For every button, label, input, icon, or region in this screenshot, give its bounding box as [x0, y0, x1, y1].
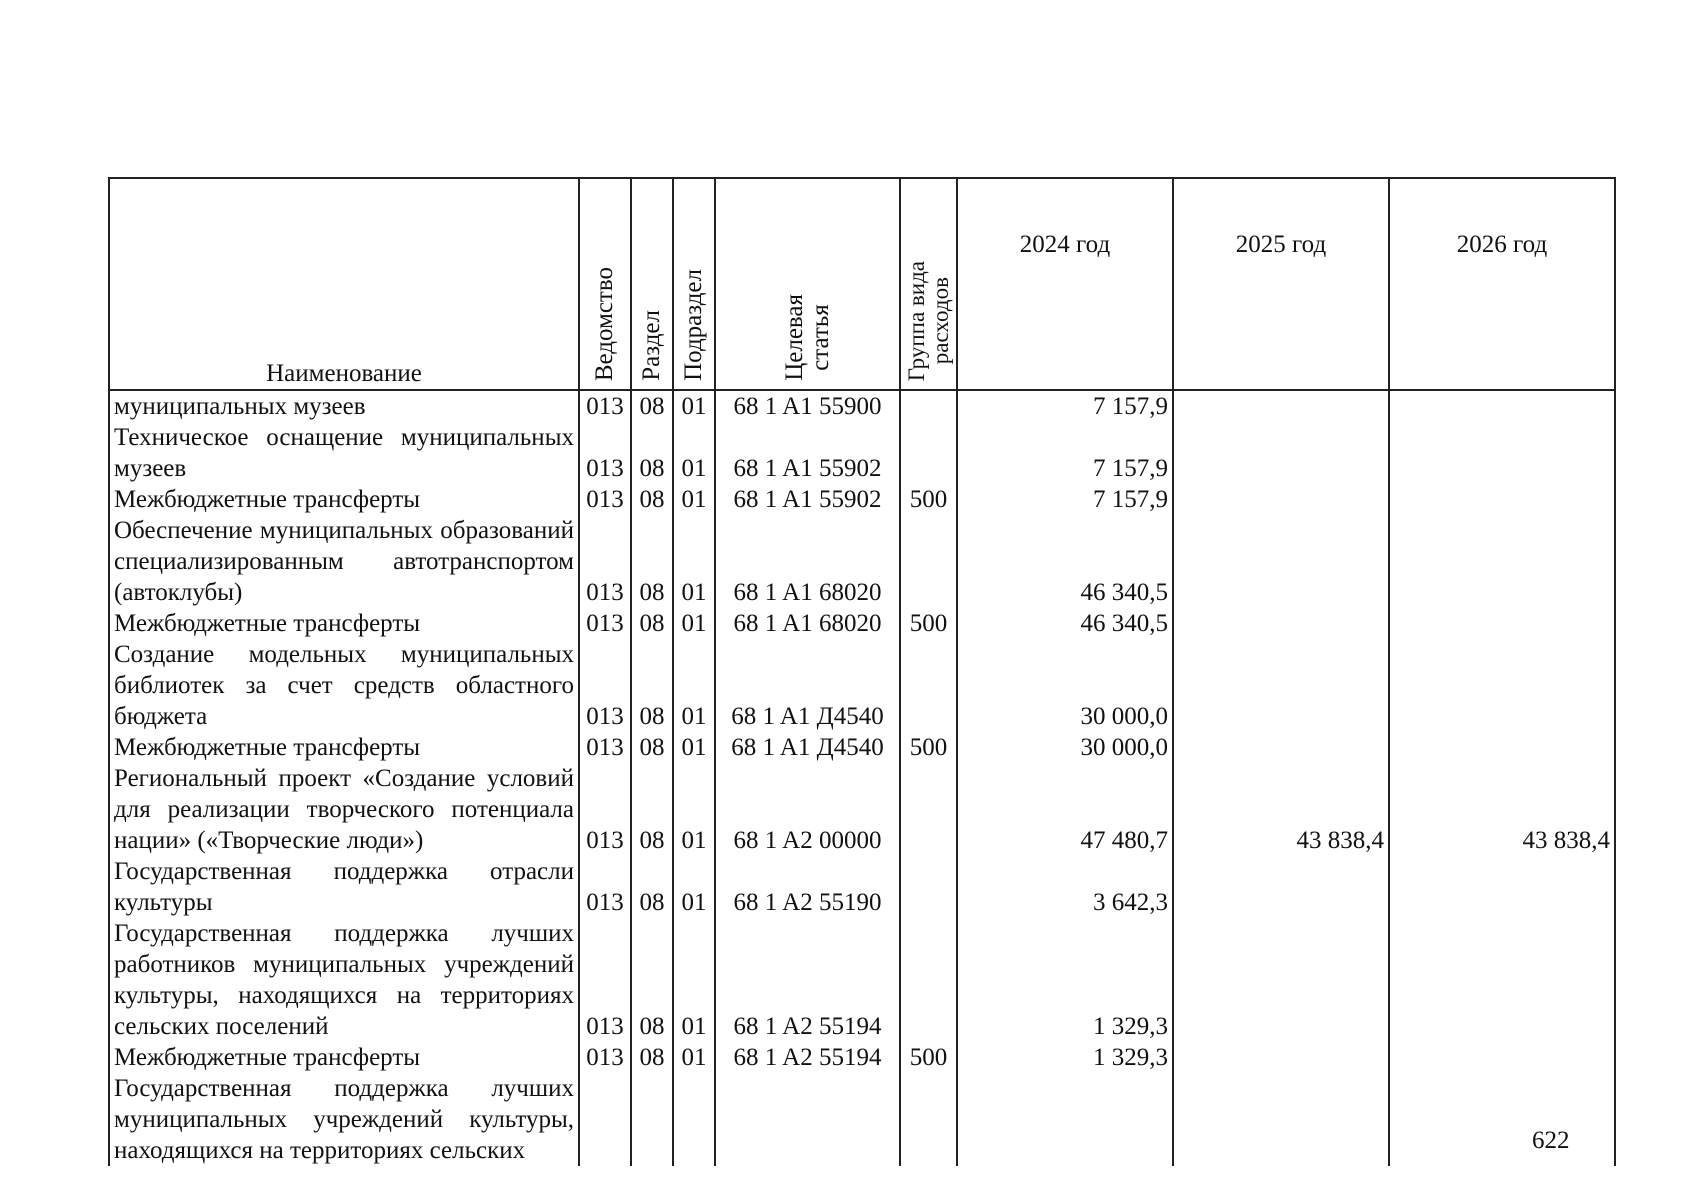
cell-name: Создание модельных муниципальных библиотек за счет средств областного бюджета [109, 639, 579, 732]
cell-amount-2025 [1173, 484, 1389, 515]
cell-amount-2024: 46 340,5 [957, 515, 1173, 608]
cell-gruppa-vida [900, 763, 957, 856]
header-vedomstvo: Ведомство [579, 178, 631, 390]
table-row [109, 639, 1615, 732]
cell-amount-2026 [1389, 639, 1615, 732]
cell-razdel: 08 [631, 918, 673, 1042]
cell-amount-2026 [1389, 390, 1615, 422]
cell-gruppa-vida: 500 [900, 732, 957, 763]
cell-razdel: 08 [631, 422, 673, 484]
cell-vedomstvo: 013 [579, 1042, 631, 1073]
cell-amount-2024: 7 157,9 [957, 422, 1173, 484]
cell-podrazdel: 01 [673, 608, 715, 639]
cell-vedomstvo: 013 [579, 639, 631, 732]
cell-amount-2025: 43 838,4 [1173, 763, 1389, 856]
cell-celevaya-statya: 68 1 A1 68020 [715, 515, 900, 608]
cell-vedomstvo: 013 [579, 732, 631, 763]
budget-table [108, 177, 1616, 1166]
table-row [109, 390, 1615, 422]
cell-amount-2024 [957, 1073, 1173, 1166]
page-number: 622 [1532, 1127, 1570, 1154]
cell-amount-2025 [1173, 856, 1389, 918]
cell-celevaya-statya: 68 1 A1 Д4540 [715, 639, 900, 732]
table-row [109, 1042, 1615, 1073]
cell-vedomstvo: 013 [579, 856, 631, 918]
cell-gruppa-vida [900, 1073, 957, 1166]
cell-name: Государственная поддержка лучших муниципальных учреждений культуры, находящихся на территориях сельских [109, 1073, 579, 1166]
cell-amount-2026 [1389, 1073, 1615, 1166]
cell-razdel: 08 [631, 1042, 673, 1073]
cell-amount-2024: 7 157,9 [957, 390, 1173, 422]
header-name: Наименование [109, 178, 579, 390]
cell-gruppa-vida: 500 [900, 484, 957, 515]
cell-amount-2025 [1173, 1042, 1389, 1073]
table-row [109, 515, 1615, 608]
cell-amount-2026 [1389, 856, 1615, 918]
cell-celevaya-statya: 68 1 A2 55194 [715, 1042, 900, 1073]
cell-gruppa-vida [900, 515, 957, 608]
cell-razdel: 08 [631, 390, 673, 422]
cell-vedomstvo: 013 [579, 515, 631, 608]
cell-amount-2025 [1173, 732, 1389, 763]
cell-vedomstvo: 013 [579, 608, 631, 639]
cell-name: Государственная поддержка отрасли культуры [109, 856, 579, 918]
cell-amount-2024: 1 329,3 [957, 1042, 1173, 1073]
cell-name: Межбюджетные трансферты [109, 608, 579, 639]
table-header-row [109, 178, 1615, 390]
cell-razdel: 08 [631, 732, 673, 763]
cell-razdel: 08 [631, 639, 673, 732]
cell-amount-2025 [1173, 639, 1389, 732]
cell-vedomstvo [579, 1073, 631, 1166]
cell-podrazdel: 01 [673, 639, 715, 732]
cell-podrazdel: 01 [673, 484, 715, 515]
cell-amount-2024: 7 157,9 [957, 484, 1173, 515]
cell-celevaya-statya: 68 1 A2 55194 [715, 918, 900, 1042]
cell-razdel: 08 [631, 763, 673, 856]
cell-gruppa-vida [900, 918, 957, 1042]
cell-celevaya-statya: 68 1 A2 00000 [715, 763, 900, 856]
cell-gruppa-vida [900, 390, 957, 422]
cell-podrazdel [673, 1073, 715, 1166]
cell-podrazdel: 01 [673, 390, 715, 422]
cell-amount-2025 [1173, 1073, 1389, 1166]
cell-amount-2025 [1173, 422, 1389, 484]
cell-celevaya-statya: 68 1 A1 Д4540 [715, 732, 900, 763]
cell-amount-2024: 3 642,3 [957, 856, 1173, 918]
cell-name: Государственная поддержка лучших работников муниципальных учреждений культуры, находящихся на территориях сельских поселений [109, 918, 579, 1042]
cell-name: Межбюджетные трансферты [109, 1042, 579, 1073]
cell-name: Региональный проект «Создание условий для реализации творческого потенциала нации» («Творческие люди») [109, 763, 579, 856]
cell-razdel: 08 [631, 608, 673, 639]
cell-podrazdel: 01 [673, 918, 715, 1042]
cell-amount-2026 [1389, 422, 1615, 484]
table-row [109, 763, 1615, 856]
cell-podrazdel: 01 [673, 856, 715, 918]
cell-amount-2026 [1389, 484, 1615, 515]
cell-gruppa-vida [900, 856, 957, 918]
cell-amount-2025 [1173, 515, 1389, 608]
cell-razdel [631, 1073, 673, 1166]
cell-podrazdel: 01 [673, 515, 715, 608]
cell-amount-2024: 30 000,0 [957, 732, 1173, 763]
table-body [109, 390, 1615, 1166]
cell-podrazdel: 01 [673, 732, 715, 763]
cell-razdel: 08 [631, 484, 673, 515]
header-year-2025: 2025 год [1173, 178, 1389, 390]
cell-amount-2026 [1389, 732, 1615, 763]
header-year-2026: 2026 год [1389, 178, 1615, 390]
cell-vedomstvo: 013 [579, 484, 631, 515]
cell-vedomstvo: 013 [579, 422, 631, 484]
cell-amount-2026 [1389, 515, 1615, 608]
header-gruppa-vida-rashodov: Группа вида расходов [900, 178, 957, 390]
cell-amount-2025 [1173, 918, 1389, 1042]
header-year-2024: 2024 год [957, 178, 1173, 390]
cell-amount-2025 [1173, 608, 1389, 639]
table-row [109, 484, 1615, 515]
cell-amount-2026 [1389, 1042, 1615, 1073]
table-row [109, 732, 1615, 763]
header-podrazdel: Подраздел [673, 178, 715, 390]
cell-gruppa-vida [900, 422, 957, 484]
cell-celevaya-statya: 68 1 A1 55902 [715, 484, 900, 515]
budget-table-container [108, 177, 1614, 1166]
cell-name: Обеспечение муниципальных образований специализированным автотранспортом (автоклубы) [109, 515, 579, 608]
cell-gruppa-vida [900, 639, 957, 732]
cell-name: Техническое оснащение муниципальных музеев [109, 422, 579, 484]
cell-razdel: 08 [631, 515, 673, 608]
header-celevaya-statya: Целевая статья [715, 178, 900, 390]
cell-gruppa-vida: 500 [900, 1042, 957, 1073]
cell-podrazdel: 01 [673, 1042, 715, 1073]
cell-amount-2025 [1173, 390, 1389, 422]
cell-name: муниципальных музеев [109, 390, 579, 422]
table-row [109, 608, 1615, 639]
header-razdel: Раздел [631, 178, 673, 390]
cell-amount-2026 [1389, 608, 1615, 639]
cell-amount-2024: 46 340,5 [957, 608, 1173, 639]
cell-amount-2024: 1 329,3 [957, 918, 1173, 1042]
table-row [109, 918, 1615, 1042]
cell-amount-2026: 43 838,4 [1389, 763, 1615, 856]
cell-celevaya-statya: 68 1 A1 68020 [715, 608, 900, 639]
cell-celevaya-statya: 68 1 A1 55902 [715, 422, 900, 484]
cell-vedomstvo: 013 [579, 763, 631, 856]
cell-vedomstvo: 013 [579, 918, 631, 1042]
cell-celevaya-statya [715, 1073, 900, 1166]
cell-podrazdel: 01 [673, 422, 715, 484]
cell-amount-2024: 30 000,0 [957, 639, 1173, 732]
table-row [109, 856, 1615, 918]
table-row [109, 422, 1615, 484]
cell-amount-2024: 47 480,7 [957, 763, 1173, 856]
cell-celevaya-statya: 68 1 A2 55190 [715, 856, 900, 918]
cell-podrazdel: 01 [673, 763, 715, 856]
cell-name: Межбюджетные трансферты [109, 484, 579, 515]
cell-razdel: 08 [631, 856, 673, 918]
cell-amount-2026 [1389, 918, 1615, 1042]
cell-gruppa-vida: 500 [900, 608, 957, 639]
cell-name: Межбюджетные трансферты [109, 732, 579, 763]
cell-vedomstvo: 013 [579, 390, 631, 422]
cell-celevaya-statya: 68 1 A1 55900 [715, 390, 900, 422]
table-row [109, 1073, 1615, 1166]
